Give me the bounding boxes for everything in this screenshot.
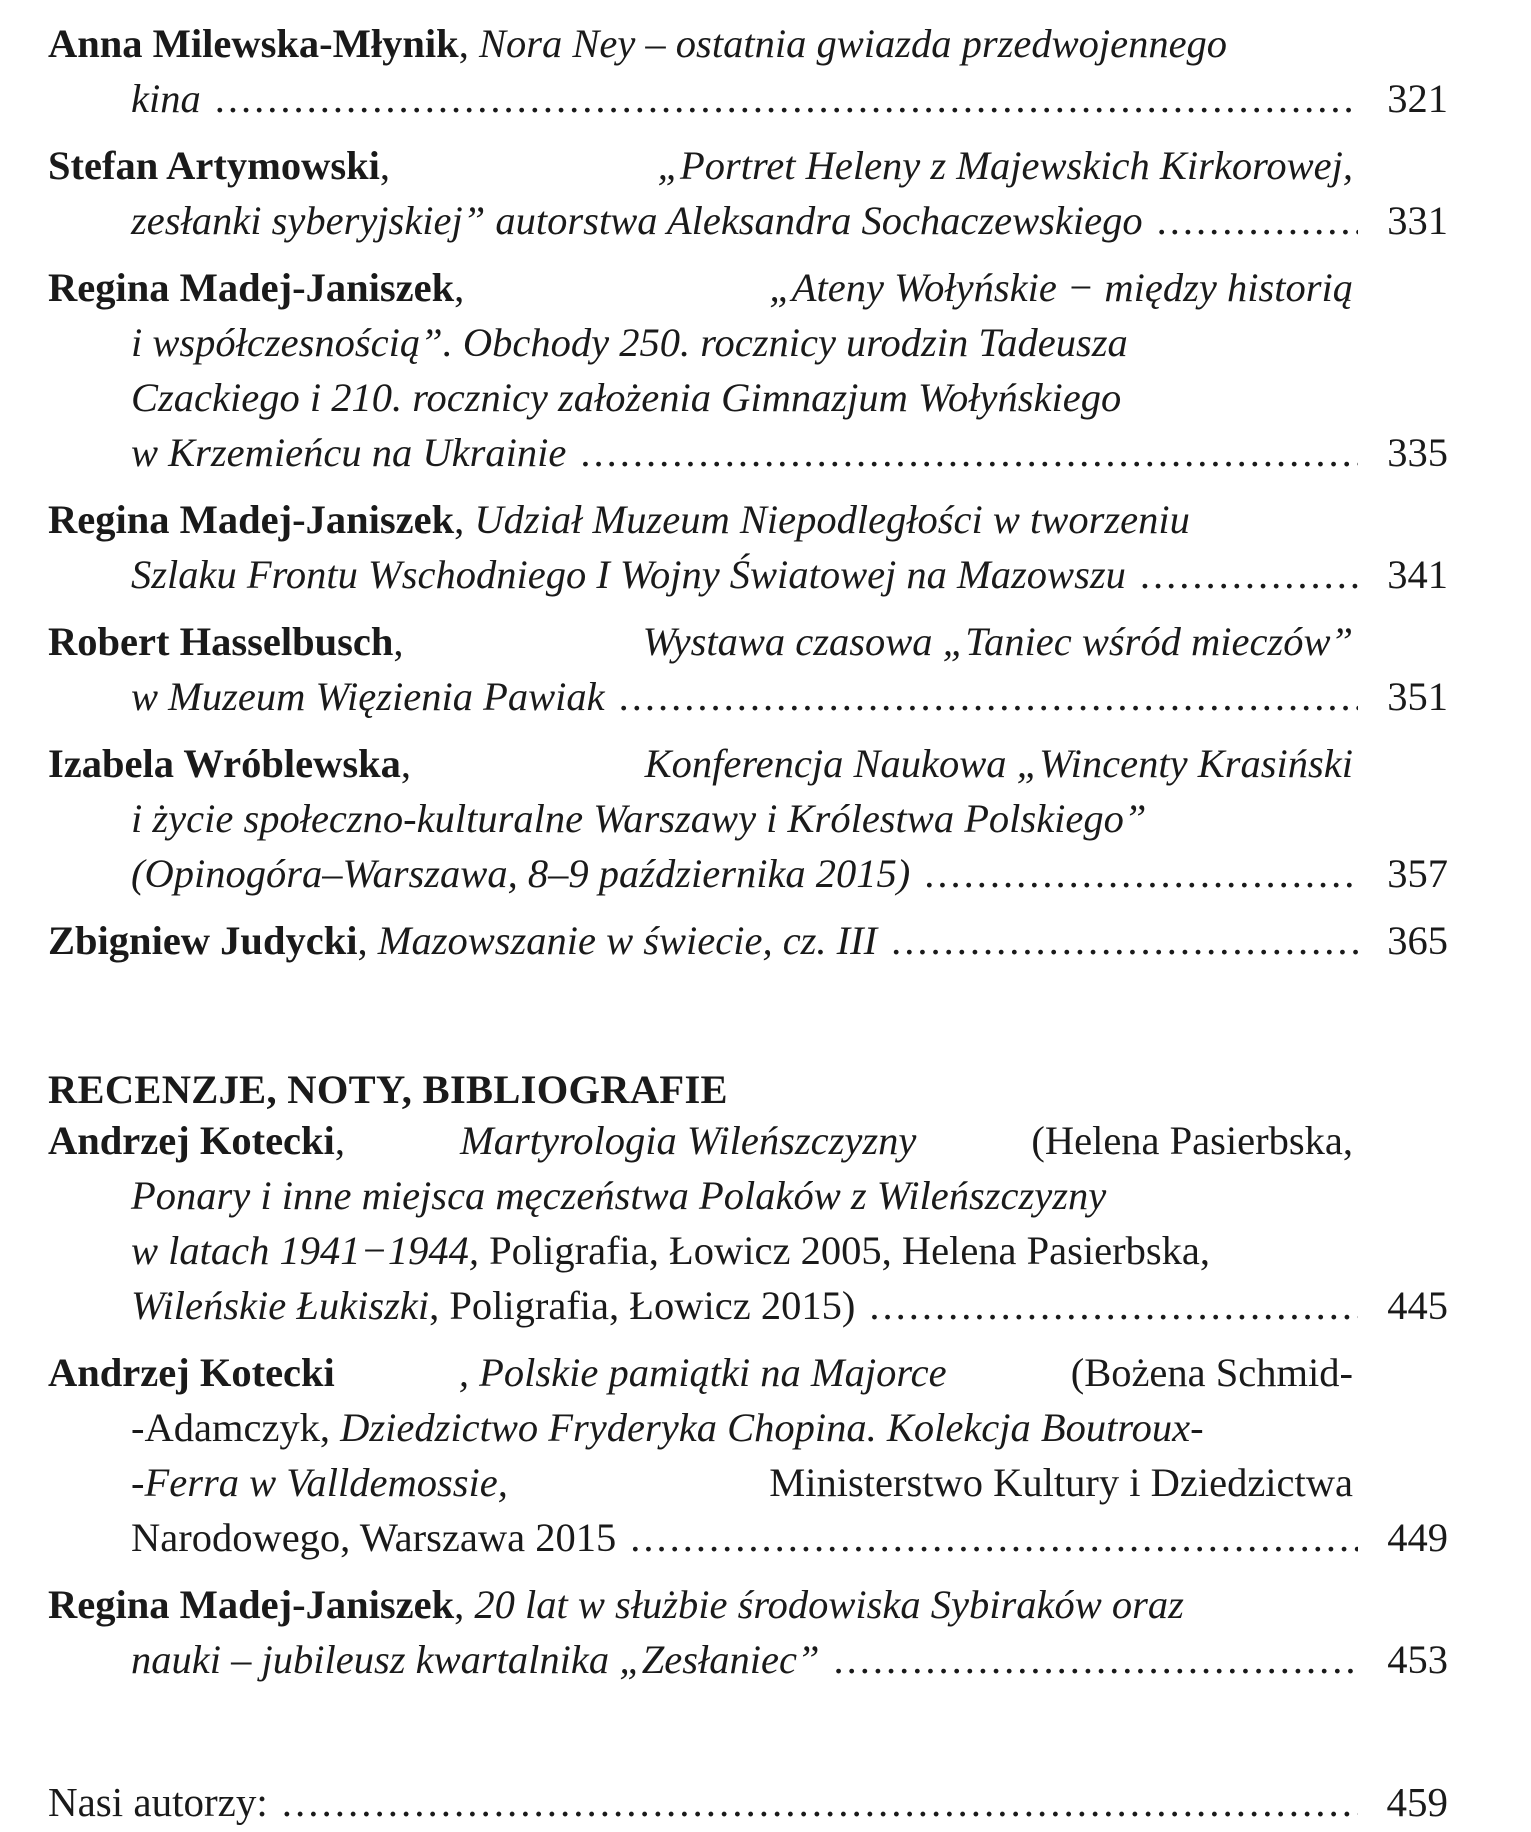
entry-note: Ministerstwo Kultury i Dziedzictwa [769,1460,1353,1505]
toc-entry [48,1345,1448,1565]
dot-leader [924,846,1358,901]
toc-entry: Zbigniew Judycki , Mazowszanie w świecie, cz. III ..... 365 [48,913,1448,968]
toc-entry [48,260,1448,480]
entry-title: zesłanki syberyjskiej” autorstwa Aleksandra Sochaczewskiego [131,198,1143,243]
entry-title: Dziedzictwo Fryderyka Chopina. Kolekcja Boutroux- [340,1405,1204,1450]
dot-leader [1140,547,1358,602]
toc-entry: Regina Madej-Janiszek , Udział Muzeum Niepodległości w tworzeniu Szlaku Frontu Wschodniego I Wojny Światowej na Mazowszu ..... 341 [48,492,1448,602]
entry-note: (Bożena Schmid- [1070,1350,1353,1395]
entry-author: Regina Madej-Janiszek, [48,265,465,310]
section-heading: RECENZJE, NOTY, BIBLIOGRAFIE [48,1067,728,1112]
entry-author: Andrzej Kotecki, [48,1118,345,1163]
entry-note: (Helena Pasierbska, [1031,1118,1353,1163]
dot-leader [282,1775,1358,1830]
entry-author: Zbigniew Judycki [48,918,358,963]
entry-title: i współczesnością”. Obchody 250. rocznicy urodzin Tadeusza [131,320,1128,365]
page-number: 335 [1387,430,1448,475]
entry-title: Szlaku Frontu Wschodniego I Wojny Światowej na Mazowszu [131,552,1126,597]
dot-leader [891,913,1358,968]
entry-note: Poligrafia, Łowicz 2005, Helena Pasierbska, [489,1228,1210,1273]
entry-title: , Polskie pamiątki na Majorce [458,1350,947,1395]
entry-title: w Krzemieńcu na Ukrainie [131,430,567,475]
entry-title: „Portret Heleny z Majewskich Kirkorowej, [657,143,1353,188]
entry-title: Nora Ney – ostatnia gwiazda przedwojennego [478,21,1228,66]
entry-author: Izabela Wróblewska, [48,741,412,786]
entry-title: Martyrologia Wileńszczyzny [459,1118,917,1163]
page-number: 341 [1387,552,1448,597]
page-number: 365 [1387,918,1448,963]
page-number: 321 [1387,76,1448,121]
entry-title: Mazowszanie w świecie, cz. III [377,918,878,963]
toc-entry [48,1113,1448,1333]
entry-author: Anna Milewska-Młynik [48,21,459,66]
entry-author: Regina Madej-Janiszek [48,497,455,542]
toc-entry: Anna Milewska-Młynik , Nora Ney – ostatnia gwiazda przedwojennego kina ..... 321 [48,16,1448,126]
toc-entry-authors [48,1775,1448,1830]
toc-entry [48,138,1448,248]
page-number: 351 [1387,674,1448,719]
entry-title: w Muzeum Więzienia Pawiak [131,674,605,719]
dot-leader [580,425,1358,480]
entry-title: w latach 1941−1944, [131,1228,479,1273]
entry-title: Czackiego i 210. rocznicy założenia Gimnazjum Wołyńskiego [131,375,1122,420]
page-number: 453 [1387,1637,1448,1682]
toc-entry [48,614,1448,724]
entry-author: Stefan Artymowski, [48,143,390,188]
entry-title: kina [131,76,201,121]
entry-title: Konferencja Naukowa „Wincenty Krasiński [644,741,1353,786]
entry-author: Regina Madej-Janiszek [48,1582,455,1627]
dot-leader [215,71,1358,126]
entry-title: (Opinogóra–Warszawa, 8–9 października 2015) [131,851,911,896]
entry-note: -Adamczyk, [131,1405,331,1450]
entry-note: , Poligrafia, Łowicz 2015) [429,1283,856,1328]
toc-entry: Regina Madej-Janiszek , 20 lat w służbie środowiska Sybiraków oraz nauki – jubileusz kwartalnika „Zesłaniec” ..... 453 [48,1577,1448,1687]
entry-note: Narodowego, Warszawa 2015 [131,1515,617,1560]
entry-author: Andrzej Kotecki [48,1350,335,1395]
authors-label: Nasi autorzy: [48,1779,268,1825]
dot-leader [869,1278,1358,1333]
entry-title: Wystawa czasowa „Taniec wśród mieczów” [642,619,1353,664]
toc-entry [48,736,1448,901]
page-number: 449 [1387,1515,1448,1560]
entry-title: „Ateny Wołyńskie − między historią [769,265,1353,310]
entry-title: -Ferra w Valldemossie, [131,1460,508,1505]
dot-leader [630,1510,1358,1565]
page-number: 357 [1387,851,1448,896]
entry-title: nauki – jubileusz kwartalnika „Zesłaniec” [131,1637,820,1682]
page-number: 459 [1386,1779,1448,1825]
dot-leader [619,669,1358,724]
entry-title: Ponary i inne miejsca męczeństwa Polaków z Wileńszczyzny [131,1173,1107,1218]
page-number: 331 [1387,198,1448,243]
dot-leader [833,1632,1358,1687]
entry-title: 20 lat w służbie środowiska Sybiraków oraz [474,1582,1184,1627]
page-number: 445 [1387,1283,1448,1328]
entry-title: i życie społeczno-kulturalne Warszawy i Królestwa Polskiego” [131,796,1147,841]
entry-title: Wileńskie Łukiszki [131,1283,430,1328]
entry-author: Robert Hasselbusch, [48,619,404,664]
entry-title: Udział Muzeum Niepodległości w tworzeniu [474,497,1190,542]
dot-leader [1157,193,1358,248]
